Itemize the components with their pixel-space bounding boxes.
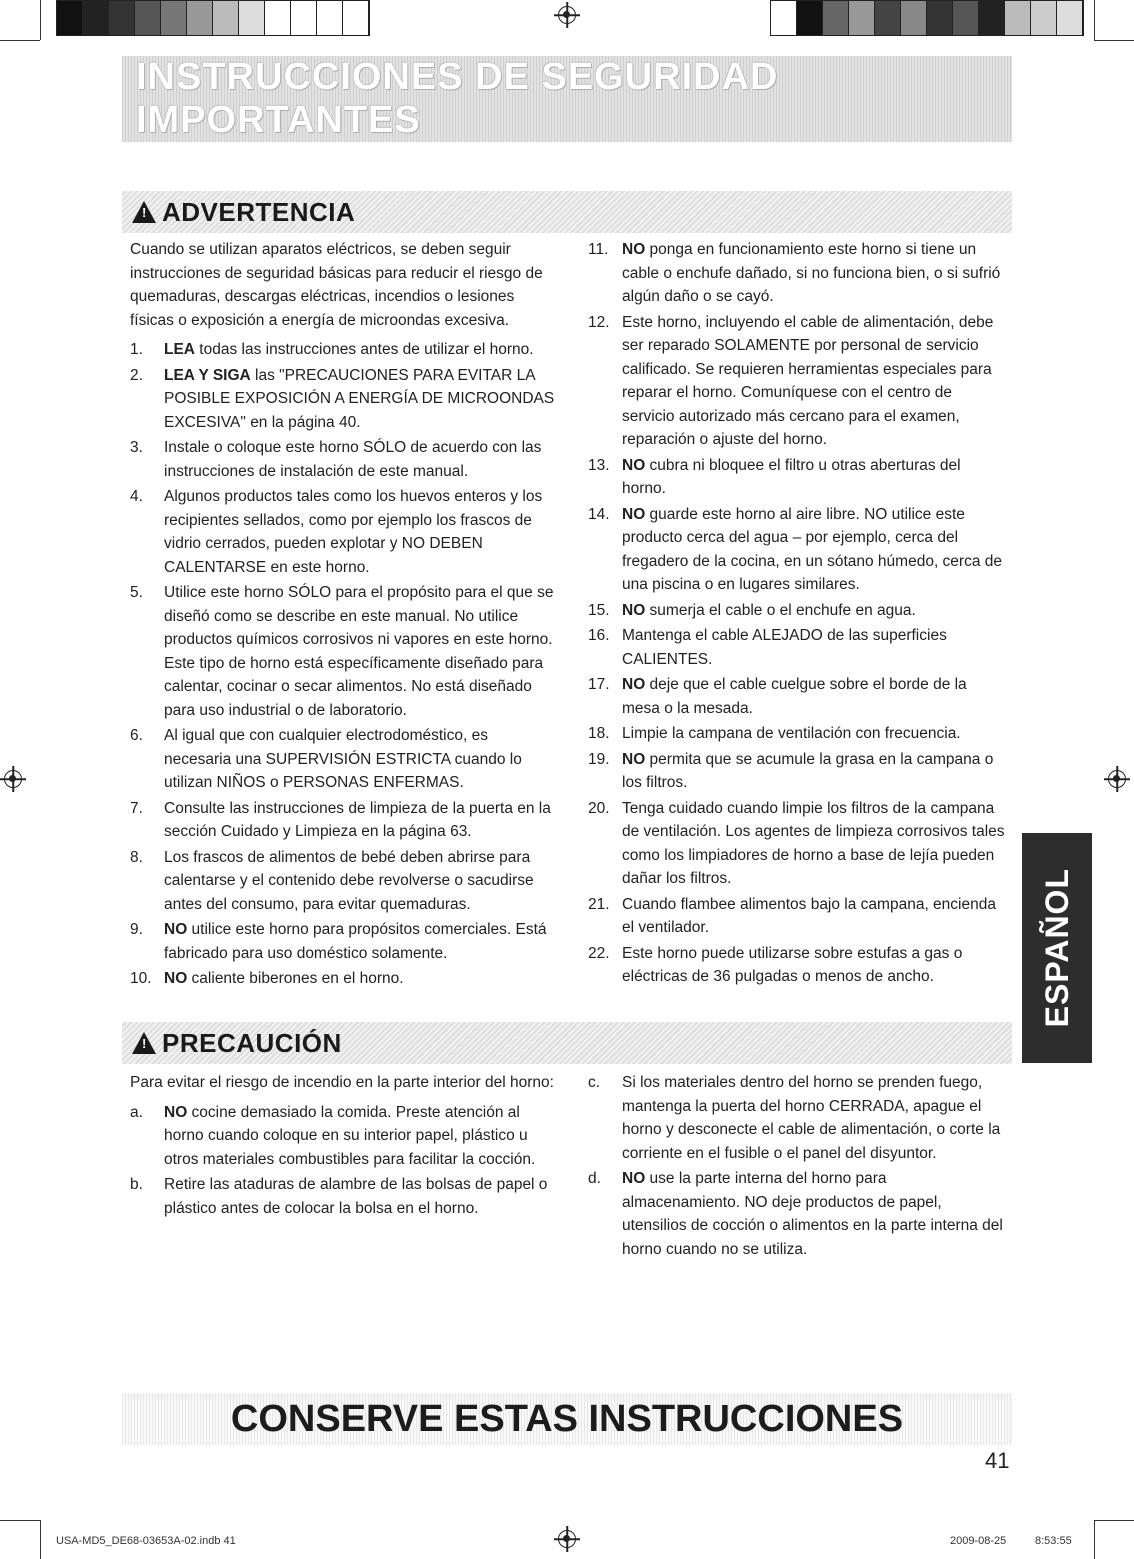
list-item-body: deje que el cable cuelgue sobre el borde de la mesa o la mesada. (622, 676, 967, 717)
list-item-body: ponga en funcionamiento este horno si tiene un cable o enchufe dañado, si no funciona bien, o si sufrió algún daño o se cayó. (622, 241, 1001, 305)
crop-mark (40, 0, 41, 40)
list-item-number: 7. (130, 799, 143, 817)
registration-mark-icon (1108, 770, 1126, 788)
warning-intro: Cuando se utilizan aparatos eléctricos, se deben seguir instrucciones de seguridad básicas para reducir el riesgo de quemaduras, descargas eléctricas, incendios o lesiones físicas o exposición a energía de microondas excesiva. (130, 241, 543, 329)
list-item-text (164, 1173, 555, 1220)
language-tab-label: ESPAÑOL (1038, 868, 1075, 1028)
list-item-text (622, 1167, 1008, 1261)
list-item-emphasis: LEA (164, 341, 195, 358)
list-item-body: Consulte las instrucciones de limpieza de la puerta en la sección Cuidado y Limpieza en la página 63. (164, 799, 551, 840)
list-item (130, 364, 555, 435)
color-calibration-bar-right (770, 0, 1084, 36)
list-item-number: 11. (588, 241, 609, 258)
list-item-number: 17. (588, 676, 610, 693)
list-item-text (622, 748, 1008, 795)
list-item-body: Cuando flambee alimentos bajo la campana, encienda el ventilador. (622, 895, 996, 936)
list-item-body: Utilice este horno SÓLO para el propósito para el que se diseñó como se describe en este manual. No utilice productos químicos corrosivos ni vapores en este horno. Este tipo de horno está específicamente diseñado para calentar, cocinar o secar alimentos. No está diseñado para uso industrial o de laboratorio. (164, 584, 554, 719)
list-item (130, 797, 555, 844)
crop-mark (1094, 1520, 1134, 1521)
footer-date: 2009-08-25 (950, 1535, 1007, 1547)
list-item-number: 14. (588, 505, 610, 523)
registration-mark-icon (558, 1530, 576, 1548)
list-item-body: Al igual que con cualquier electrodoméstico, es necesaria una SUPERVISIÓN ESTRICTA cuando lo utilizan NIÑOS o PERSONAS ENFERMAS. (164, 727, 522, 791)
footer-file-info: USA-MD5_DE68-03653A-02.indb 41 (56, 1535, 236, 1547)
list-item-body: Si los materiales dentro del horno se prenden fuego, mantenga la puerta del horno CERRADA, apague el horno y desconecte el cable de alimentación, o corte la corriente en el fusible o el panel del disyuntor. (622, 1074, 1001, 1162)
list-item (588, 797, 1008, 891)
list-item-text (622, 797, 1008, 891)
list-item-number: 13. (588, 456, 610, 474)
list-item-emphasis: NO (164, 1103, 188, 1121)
list-item (588, 673, 1008, 720)
list-item-number: 4. (130, 488, 143, 505)
list-item (588, 599, 1008, 623)
caution-right-column (588, 1071, 1008, 1263)
warning-section-header (122, 191, 1012, 233)
list-item-text (164, 918, 555, 965)
list-item-number: 15. (588, 601, 610, 619)
list-item-text (622, 722, 1008, 746)
page-title: INSTRUCCIONES DE SEGURIDAD IMPORTANTES (122, 56, 1012, 142)
list-item-number: 22. (588, 944, 610, 962)
list-item (130, 1173, 555, 1220)
list-item-text (164, 967, 555, 991)
list-item-number: 6. (130, 727, 143, 744)
list-item (588, 503, 1008, 597)
warning-left-column (130, 238, 555, 993)
list-item-number: 18. (588, 725, 610, 742)
list-item-emphasis: NO (164, 921, 188, 938)
list-item-number: 12. (588, 313, 610, 331)
list-item-text (622, 503, 1008, 597)
bottom-banner-title: CONSERVE ESTAS INSTRUCCIONES (230, 1397, 904, 1440)
crop-mark (0, 40, 40, 41)
list-item (588, 1167, 1008, 1261)
list-item-emphasis: LEA Y SIGA (164, 366, 251, 384)
list-item-text (164, 797, 555, 844)
list-item-number: 2. (130, 366, 143, 384)
list-item (130, 338, 555, 362)
list-item-text (622, 238, 1008, 309)
list-item-text (164, 846, 555, 917)
list-item-emphasis: NO (622, 241, 646, 258)
warning-right-column (588, 238, 1008, 991)
warning-title: ADVERTENCIA (162, 196, 356, 227)
list-item (130, 967, 555, 991)
list-item-text (164, 1101, 555, 1172)
list-item-number: c. (588, 1074, 601, 1091)
caution-section-header (122, 1022, 1012, 1064)
color-calibration-bar-left (56, 0, 370, 36)
bottom-banner (122, 1393, 1012, 1445)
list-item-number: b. (130, 1176, 143, 1193)
list-item-body: utilice este horno para propósitos comerciales. Está fabricado para uso doméstico solamente. (164, 921, 547, 962)
list-item-text (622, 311, 1008, 452)
list-item-number: 10. (130, 970, 152, 987)
list-item-emphasis: NO (622, 456, 646, 474)
list-item (130, 846, 555, 917)
list-item (130, 1101, 555, 1172)
list-item (130, 436, 555, 483)
list-item-number: 9. (130, 921, 143, 938)
list-item-text (622, 942, 1008, 989)
list-item-number: 19. (588, 750, 610, 768)
page-number: 41 (985, 1448, 1010, 1473)
list-item-body: Este horno, incluyendo el cable de alimentación, debe ser reparado SOLAMENTE por personal de servicio calificado. Se requieren herramientas especiales para reparar el horno. Comuníquese con el centro de servicio autorizado más cercano para el examen, reparación o ajuste del horno. (622, 313, 994, 448)
list-item-body: caliente biberones en el horno. (187, 970, 404, 987)
list-item-number: a. (130, 1103, 143, 1121)
list-item-text (164, 485, 555, 579)
list-item-body: Instale o coloque este horno SÓLO de acuerdo con las instrucciones de instalación de este manual. (164, 439, 542, 480)
list-item-body: Este horno puede utilizarse sobre estufas a gas o eléctricas de 36 pulgadas o menos de ancho. (622, 944, 963, 985)
list-item-emphasis: NO (622, 750, 646, 768)
list-item (588, 1071, 1008, 1165)
list-item-body: Limpie la campana de ventilación con frecuencia. (622, 725, 961, 742)
list-item-body: cocine demasiado la comida. Preste atención al horno cuando coloque en su interior papel, plástico u otros materiales combustibles para facilitar la cocción. (164, 1103, 536, 1168)
crop-mark (1094, 0, 1095, 40)
registration-mark-icon (4, 770, 22, 788)
list-item-body: Algunos productos tales como los huevos enteros y los recipientes sellados, como por ejemplo los frascos de vidrio cerrados, pueden explotar y NO DEBEN CALENTARSE en este horno. (164, 488, 543, 576)
list-item-body: permita que se acumule la grasa en la campana o los filtros. (622, 750, 994, 791)
caution-left-column (130, 1071, 555, 1222)
list-item-text (622, 599, 1008, 623)
list-item-body: Tenga cuidado cuando limpie los filtros de la campana de ventilación. Los agentes de limpieza corrosivos tales como los limpiadores de horno a base de lejía pueden dañar los filtros. (622, 799, 1005, 887)
list-item-emphasis: NO (622, 505, 646, 523)
list-item (130, 918, 555, 965)
list-item (130, 485, 555, 579)
list-item-text (164, 338, 555, 362)
list-item (588, 748, 1008, 795)
list-item-text (622, 893, 1008, 940)
list-item-emphasis: NO (622, 601, 646, 619)
crop-mark (0, 1520, 40, 1521)
list-item-text (622, 1071, 1008, 1165)
list-item-emphasis: NO (622, 676, 646, 693)
list-item-number: 8. (130, 848, 143, 866)
list-item (588, 942, 1008, 989)
crop-mark (40, 1520, 41, 1559)
caution-title: PRECAUCIÓN (162, 1027, 342, 1058)
crop-mark (1094, 1520, 1095, 1559)
list-item-text (622, 454, 1008, 501)
list-item-body: guarde este horno al aire libre. NO utilice este producto cerca del agua – por ejemplo, cerca del fregadero de la cocina, en un sótano húmedo, cerca de una piscina o en lugares similares. (622, 505, 1003, 593)
list-item-body: cubra ni bloquee el filtro u otras aberturas del horno. (622, 456, 961, 497)
registration-mark-icon (558, 6, 576, 24)
list-item (588, 624, 1008, 671)
list-item-number: 5. (130, 584, 143, 601)
list-item-number: 3. (130, 439, 143, 456)
list-item (588, 454, 1008, 501)
list-item-number: d. (588, 1170, 601, 1187)
list-item-text (164, 581, 555, 722)
warning-triangle-icon: ! (132, 1032, 156, 1054)
footer-time: 8:53:55 (1035, 1535, 1072, 1547)
list-item-text (164, 436, 555, 483)
list-item-emphasis: NO (622, 1170, 646, 1187)
language-side-tab (1022, 833, 1092, 1063)
list-item-number: 1. (130, 341, 143, 358)
list-item (588, 722, 1008, 746)
caution-intro: Para evitar el riesgo de incendio en la parte interior del horno: (130, 1074, 554, 1091)
list-item-number: 21. (588, 895, 610, 913)
list-item (588, 311, 1008, 452)
list-item-number: 16. (588, 627, 610, 644)
list-item (588, 893, 1008, 940)
list-item-body: las "PRECAUCIONES PARA EVITAR LA POSIBLE EXPOSICIÓN A ENERGÍA DE MICROONDAS EXCESIVA" en la página 40. (164, 366, 555, 431)
list-item (588, 238, 1008, 309)
list-item-emphasis: NO (164, 970, 188, 987)
warning-triangle-icon: ! (132, 201, 156, 223)
list-item-text (622, 673, 1008, 720)
list-item-body: use la parte interna del horno para almacenamiento. NO deje productos de papel, utensilios de cocción o alimentos en la parte interna del horno cuando no se utiliza. (622, 1170, 1003, 1258)
list-item-number: 20. (588, 799, 610, 817)
list-item-body: Los frascos de alimentos de bebé deben abrirse para calentarse y el contenido debe revolverse o sacudirse antes del consumo, para evitar quemaduras. (164, 848, 534, 913)
list-item-body: sumerja el cable o el enchufe en agua. (645, 601, 916, 619)
list-item-text (164, 724, 555, 795)
list-item-body: Mantenga el cable ALEJADO de las superficies CALIENTES. (622, 627, 947, 668)
list-item (130, 581, 555, 722)
top-banner (122, 56, 1012, 141)
list-item-text (622, 624, 1008, 671)
list-item-text (164, 364, 555, 435)
list-item-body: Retire las ataduras de alambre de las bolsas de papel o plástico antes de colocar la bolsa en el horno. (164, 1176, 548, 1217)
list-item-body: todas las instrucciones antes de utilizar el horno. (195, 341, 534, 358)
crop-mark (1094, 40, 1134, 41)
list-item (130, 724, 555, 795)
